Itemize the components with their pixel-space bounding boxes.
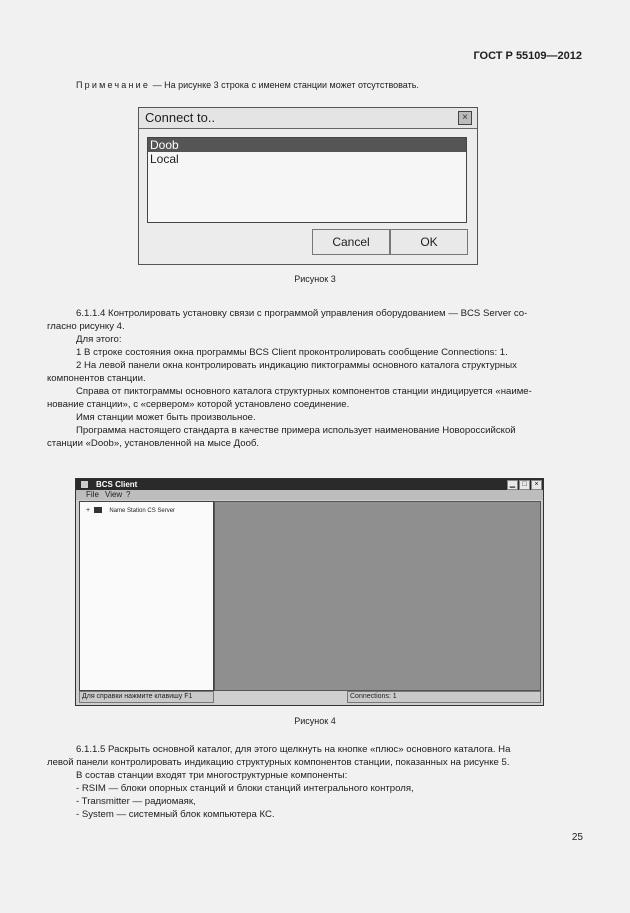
menu-file[interactable]: File <box>86 490 99 499</box>
dialog-title: Connect to.. <box>145 110 216 125</box>
ok-button[interactable]: OK <box>390 229 468 255</box>
menu-view[interactable]: View <box>105 490 123 499</box>
note <box>76 80 419 90</box>
text-line: 2 На левой панели окна контролировать индикацию пиктограммы основного каталога структурных <box>76 360 517 371</box>
cancel-button[interactable]: Cancel <box>312 229 390 255</box>
paragraph-6115 <box>47 743 583 821</box>
close-icon[interactable]: × <box>458 111 472 125</box>
window-titlebar <box>76 479 543 490</box>
status-help: Для справки нажмите клавишу F1 <box>79 691 214 703</box>
content-panel <box>214 501 541 691</box>
note-label: Примечание <box>76 80 151 90</box>
window-title: BCS Client <box>96 480 138 489</box>
list-item: - System — системный блок компьютера КС. <box>76 809 275 820</box>
menu-help[interactable]: ? <box>126 490 131 499</box>
menu-bar <box>76 490 543 500</box>
maximize-icon[interactable]: □ <box>519 480 530 490</box>
tree-node-station[interactable] <box>86 506 175 516</box>
figure3-caption: Рисунок 3 <box>294 274 336 284</box>
expand-plus-icon[interactable]: + <box>86 507 91 514</box>
standard-header: ГОСТ Р 55109—2012 <box>473 50 582 62</box>
text-line: Имя станции может быть произвольное. <box>76 412 256 423</box>
text-line: нование станции», с «сервером» которой установлено соединение. <box>47 399 350 410</box>
list-item: - RSIM — блоки опорных станций и блоки станций интегрального контроля, <box>76 783 414 794</box>
paragraph-6114 <box>47 307 583 450</box>
text-line: В состав станции входят три многоструктурные компоненты: <box>76 770 348 781</box>
text-line: Программа настоящего стандарта в качестве примера использует наименование Новороссийской <box>76 425 516 436</box>
list-item-local[interactable]: Local <box>150 152 179 166</box>
text-line: левой панели контролировать индикацию структурных компонентов станции, показанных на рисунке 5. <box>47 757 510 768</box>
catalog-icon <box>94 507 102 513</box>
list-item-doob[interactable]: Doob <box>148 138 466 152</box>
text-line: 6.1.1.5 Раскрыть основной каталог, для этого щелкнуть на кнопке «плюс» основного каталога. На <box>76 744 511 755</box>
app-icon <box>81 481 88 488</box>
figure4-caption: Рисунок 4 <box>294 716 336 726</box>
text-line: 1 В строке состояния окна программы BCS Client проконтролировать сообщение Connections: 1. <box>76 347 508 358</box>
text-line: компонентов станции. <box>47 373 146 384</box>
text-line: гласно рисунку 4. <box>47 321 125 332</box>
page-number: 25 <box>571 832 583 843</box>
tree-panel <box>79 501 214 691</box>
list-item: - Transmitter — радиомаяк, <box>76 796 196 807</box>
text-line: Для этого: <box>76 334 122 345</box>
text-line: станции «Doob», установленной на мысе Дооб. <box>47 438 260 449</box>
note-text: — На рисунке 3 строка с именем станции может отсутствовать. <box>152 80 419 90</box>
minimize-icon[interactable]: ▁ <box>507 480 518 490</box>
station-list[interactable] <box>147 137 467 223</box>
connect-dialog <box>138 107 478 265</box>
dialog-titlebar <box>139 108 477 129</box>
close-icon[interactable]: × <box>531 480 542 490</box>
text-line: Справа от пиктограммы основного каталога структурных компонентов станции индицируется «наиме- <box>76 386 532 397</box>
bcs-client-window <box>75 478 544 706</box>
tree-node-label: Name Station CS Server <box>109 508 176 514</box>
text-line: 6.1.1.4 Контролировать установку связи с программой управления оборудованием — BCS Server со- <box>76 308 528 319</box>
status-connections: Connections: 1 <box>347 691 541 703</box>
